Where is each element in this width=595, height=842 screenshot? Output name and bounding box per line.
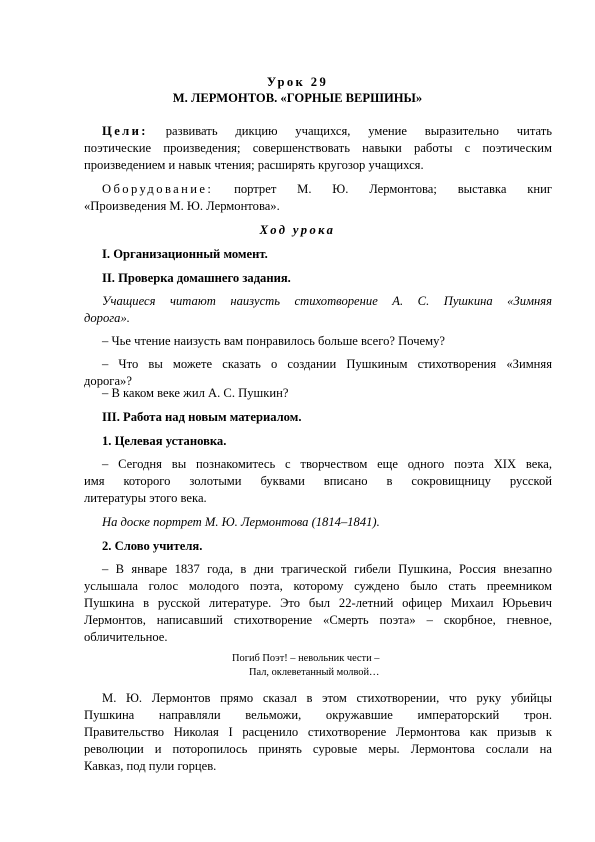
homework-question-3: – В каком веке жил А. С. Пушкин? (102, 386, 289, 400)
homework-italic-2: дорога». (84, 311, 130, 325)
closing-line-4: революции и поторопилось принять суровые меры. Лермонтова сослали на (84, 742, 552, 756)
course-heading: Ход урока (259, 223, 336, 237)
goal-text-line-1: – Сегодня вы познакомитесь с творчеством еще одного поэта XIX века, (102, 457, 552, 471)
teacher-line-3: Пушкина в русской литературе. Это был 22-летний офицер Михаил Юрьевич (84, 596, 552, 610)
goals-label: Цели: (102, 124, 148, 138)
closing-line-3: Правительство Николая I расценило стихотворение Лермонтова как призыв к (84, 725, 552, 739)
portrait-note: На доске портрет М. Ю. Лермонтова (1814–1841). (102, 515, 380, 529)
homework-italic-1: Учащиеся читают наизусть стихотворение А. С. Пушкина «Зимняя (102, 294, 552, 308)
goal-text-line-2: имя которого золотыми буквами вписано в сокровищницу русской (84, 474, 552, 488)
subsection-2-heading: 2. Слово учителя. (102, 539, 203, 553)
section-2-heading: II. Проверка домашнего задания. (102, 271, 291, 285)
teacher-line-5: обличительное. (84, 630, 168, 644)
poem-line-2: Пал, оклеветанный молвой… (249, 667, 380, 678)
goals-line-2: поэтические произведения; совершенствовать навыки работы с поэтическим (84, 141, 552, 155)
closing-line-5: Кавказ, под пули горцев. (84, 759, 217, 773)
lesson-number: Урок 29 (266, 75, 329, 89)
goals-line-3: произведением и навык чтения; расширять кругозор учащихся. (84, 158, 424, 172)
homework-question-2a: – Что вы можете сказать о создании Пушкиным стихотворения «Зимняя (102, 357, 552, 371)
equipment-text-1: портрет М. Ю. Лермонтова; выставка книг (234, 182, 552, 196)
goals-text-1: развивать дикцию учащихся, умение выразительно читать (165, 124, 552, 138)
equipment-line-1 (102, 182, 552, 196)
homework-question-1: – Чье чтение наизусть вам понравилось больше всего? Почему? (102, 334, 445, 348)
lesson-title: М. ЛЕРМОНТОВ. «ГОРНЫЕ ВЕРШИНЫ» (172, 91, 423, 105)
teacher-line-1: – В январе 1837 года, в дни трагической гибели Пушкина, Россия внезапно (102, 562, 552, 576)
section-3-heading: III. Работа над новым материалом. (102, 410, 302, 424)
section-1-heading: I. Организационный момент. (102, 247, 268, 261)
teacher-line-4: Лермонтов, написавший стихотворение «Смерть поэта» – скорбное, гневное, (84, 613, 552, 627)
equipment-line-2: «Произведения М. Ю. Лермонтова». (84, 199, 280, 213)
goals-line-1 (102, 124, 552, 138)
homework-question-2b: дорога»? (84, 374, 132, 388)
closing-line-1: М. Ю. Лермонтов прямо сказал в этом стихотворении, что руку убийцы (102, 691, 552, 705)
closing-line-2: Пушкина направляли вельможи, окружавшие императорский трон. (84, 708, 552, 722)
equipment-label: Оборудование: (102, 182, 214, 196)
subsection-1-heading: 1. Целевая установка. (102, 434, 227, 448)
poem-line-1: Погиб Поэт! – невольник чести – (232, 653, 380, 664)
teacher-line-2: услышала голос молодого поэта, которому суждено было стать преемником (84, 579, 552, 593)
goal-text-line-3: литературы этого века. (84, 491, 207, 505)
